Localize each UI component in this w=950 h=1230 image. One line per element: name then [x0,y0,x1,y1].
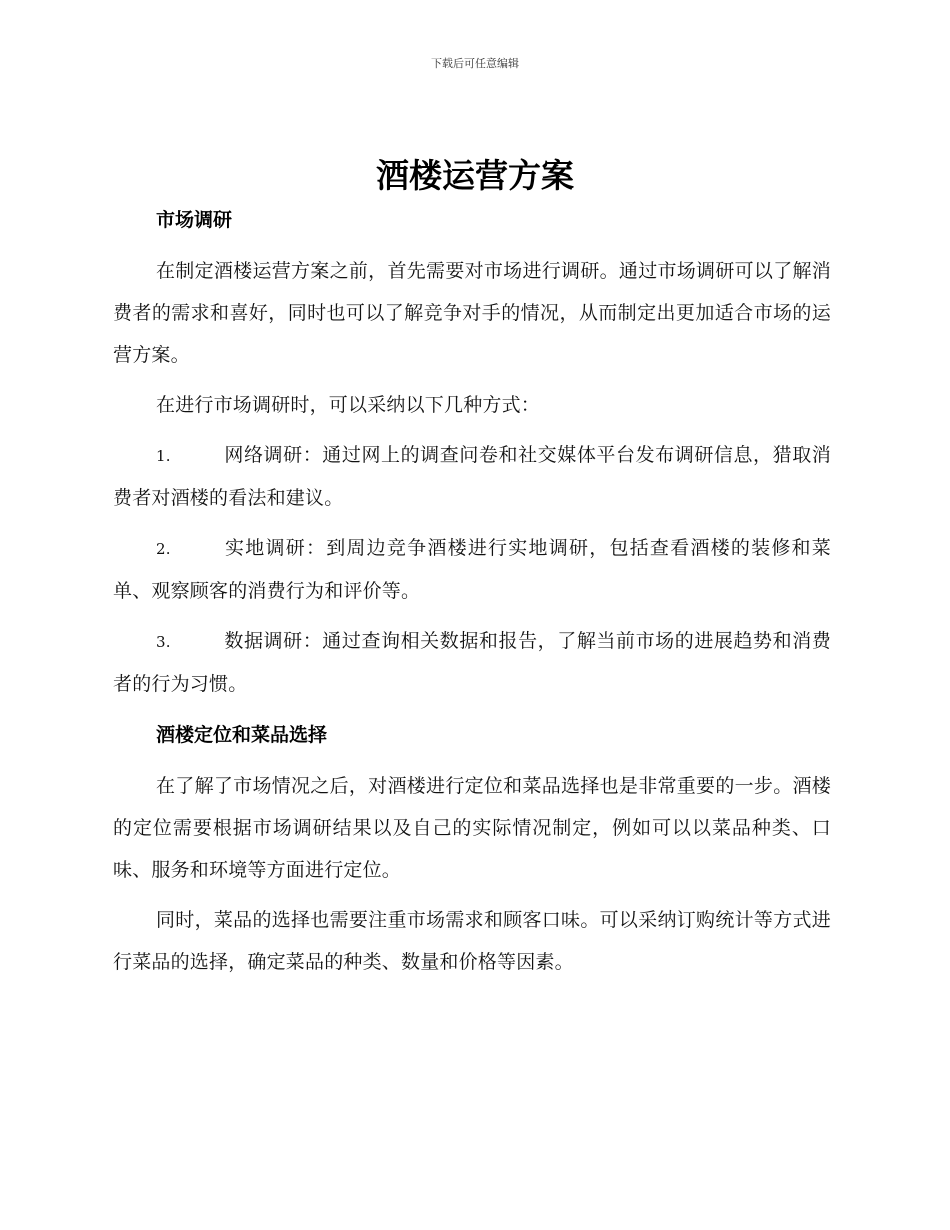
paragraph: 在制定酒楼运营方案之前，首先需要对市场进行调研。通过市场调研可以了解消费者的需求和喜好，同时也可以了解竞争对手的情况，从而制定出更加适合市场的运营方案。 [113,260,831,366]
paragraph: 在了解了市场情况之后，对酒楼进行定位和菜品选择也是非常重要的一步。酒楼的定位需要根据市场调研结果以及自己的实际情况制定，例如可以以菜品种类、口味、服务和环境等方面进行定位。 [113,775,831,881]
list-item [113,527,831,612]
header-note: 下载后可任意编辑 [431,57,519,70]
list-item-text: 数据调研：通过查询相关数据和报告，了解当前市场的进展趋势和消费者的行为习惯。 [113,630,831,695]
list-item [113,434,831,519]
list-number: 1. [156,447,171,465]
list-item-text: 网络调研：通过网上的调查问卷和社交媒体平台发布调研信息，猎取消费者对酒楼的看法和建议。 [113,444,831,509]
section-heading-market-research: 市场调研 [156,209,233,231]
list-item-text: 实地调研：到周边竞争酒楼进行实地调研，包括查看酒楼的装修和菜单、观察顾客的消费行为和评价等。 [113,537,831,602]
section-heading-positioning: 酒楼定位和菜品选择 [156,724,328,746]
list-number: 2. [156,540,171,558]
paragraph: 同时，菜品的选择也需要注重市场需求和顾客口味。可以采纳订购统计等方式进行菜品的选择，确定菜品的种类、数量和价格等因素。 [113,909,831,973]
document-title: 酒楼运营方案 [376,156,574,195]
paragraph: 在进行市场调研时，可以采纳以下几种方式： [156,394,541,416]
list-item [113,620,831,705]
list-number: 3. [156,633,171,651]
document-body [113,198,831,991]
